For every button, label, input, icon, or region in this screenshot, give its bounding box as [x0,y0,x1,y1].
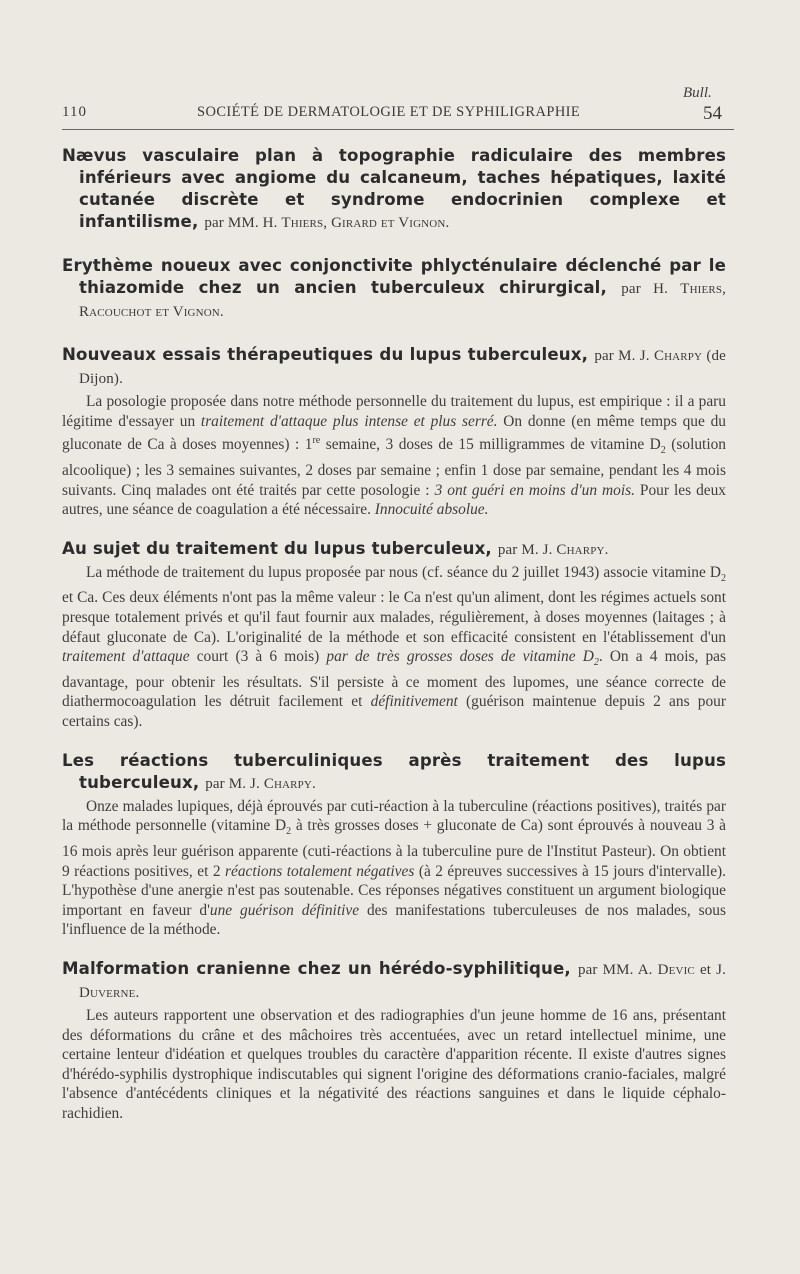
article-nouveaux-essais [62,344,726,520]
article-title: Nævus vasculaire plan à topographie radiculaire des membres inférieurs avec angiome du calcaneum, taches hépatiques, laxité cutanée discrète et syndrome endocrinien complexe et infantilisme, par MM. H. Thiers, Girard et Vignon. [62,146,726,231]
article-naevus [62,145,726,234]
bulletin-number: 54 [703,103,722,124]
article-au-sujet [62,538,726,732]
page-number: 110 [62,104,87,120]
article-body: Les auteurs rapportent une observation et des radiographies d'un jeune homme de 16 ans, présentant des déformations du crâne et des mâchoires très accentuées, avec un retard intellectuel minime, une certaine lenteur d'idéation et quelques troubles du caractère d'apparition récente. Il existe d'autres signes d'hérédo-syphilis dystrophique indiscutables qui signent l'origine des déformations cranio-faciales, malgré l'absence d'antécédents cliniques et la négativité des réactions sanguines et dans le liquide céphalo-rachidien. [62,1006,726,1122]
article-reactions [62,750,726,940]
authors: Thiers, Racouchot et Vignon. [79,281,726,320]
running-header [62,104,734,126]
article-title: Nouveaux essais thérapeutiques du lupus tuberculeux, par M. J. Charpy (de Dijon). [62,345,726,387]
article-title: Les réactions tuberculiniques après traitement des lupus tuberculeux, par M. J. Charpy. [62,750,726,792]
authors: Charpy. [556,541,609,558]
article-malformation [62,958,726,1124]
authors: Duverne. [79,984,140,1001]
authors: Charpy. [263,775,316,792]
article-title: Au sujet du traitement du lupus tuberculeux, par M. J. Charpy. [62,538,609,558]
article-title: Malformation cranienne chez un hérédo-syphilitique, par MM. A. Devic et J. Duverne. [62,958,726,1001]
authors: Devic [657,961,695,978]
authors: Thiers, Girard et Vignon. [281,215,450,231]
article-body: La méthode de traitement du lupus proposée par nous (cf. séance du 2 juillet 1943) associe vitamine $D_2$ et Ca. Ces deux éléments n'ont pas la même valeur : le Ca n'est qu'un aliment, dont les régimes actuels sont presque totalement privés et qu'il faut fournir aux malades, régulièrement, à doses moyennes (laitages ; à défaut gluconate de Ca). L'originalité de la méthode et son efficacité consistent en l'établissement d'un traitement d'attaque court (3 à 6 mois) par de très grosses doses de vitamine $D_2$. On a 4 mois, pas davantage, pour obtenir les résultats. S'il persiste à ce moment des lupomes, une séance correcte de diathermocoagulation les détruit facilement et définitivement (guérison maintenue depuis 2 ans pour certains cas). [62,563,726,731]
bull-annotation: Bull. [683,85,712,101]
header-rule [62,129,734,130]
article-body: La posologie proposée dans notre méthode personnelle du traitement du lupus, est empirique : il a paru légitime d'essayer un traitement d'attaque plus intense et plus serré. On donne (en même temps que du gluconate de Ca à doses moyennes) : 1re semaine, 3 doses de 15 milligrammes de vitamine $D_2$ (solution alcoolique) ; les 3 semaines suivantes, 2 doses par semaine ; enfin 1 dose par semaine, pendant les 4 mois suivants. Cinq malades ont été traités par cette posologie : 3 ont guéri en moins d'un mois. Pour les deux autres, une séance de coagulation a été nécessaire. Innocuité absolue. [62,393,726,519]
article-title: Erythème noueux avec conjonctivite phlycténulaire déclenché par le thiazomide chez un ancien tuberculeux chirurgical, par H. Thiers, Racouchot et Vignon. [62,256,726,320]
article-erytheme [62,255,726,323]
authors: Charpy [653,348,703,364]
running-title: SOCIÉTÉ DE DERMATOLOGIE ET DE SYPHILIGRAPHIE [197,104,581,120]
article-list [62,145,726,1141]
article-body: Onze malades lupiques, déjà éprouvés par cuti-réaction à la tuberculine (réactions positives), traités par la méthode personnelle (vitamine $D_2$ à très grosses doses + gluconate de Ca) sont éprouvés à nouveau 3 à 16 mois après leur guérison apparente (cuti-réactions à la tuberculine pure de l'Institut Pasteur). On obtient 9 réactions positives, et 2 réactions totalement négatives (à 2 épreuves successives à 15 jours d'intervalle). L'hypothèse d'une anergie n'est pas soutenable. Ces réponses négatives constituent un argument biologique important en faveur d'une guérison définitive des manifestations tuberculeuses de nos malades, sous l'influence de la méthode. [62,797,727,939]
